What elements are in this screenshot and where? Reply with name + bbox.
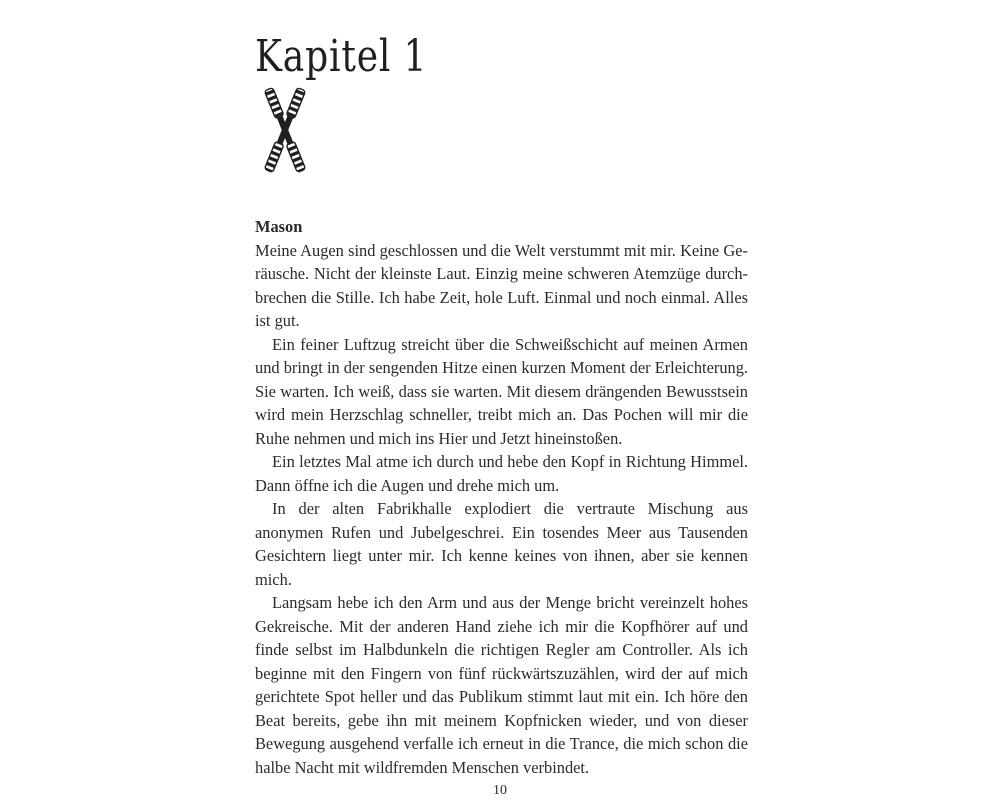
page-number: 10 <box>493 783 507 798</box>
chapter-title: Kapitel 1 <box>255 31 428 83</box>
paragraph: Langsam hebe ich den Arm und aus der Menge bricht vereinzelt hohes Gekreische. Mit der anderen Hand ziehe ich mir die Kopfhörer auf und finde selbst im Halbdunkeln die richtigen Regler am Controller. Als ich beginne mit den Fingern von fünf rückwärtszuzählen, wird der auf mich gerichtete Spot heller und das Publikum stimmt laut mit ein. Ich höre den Beat bereits, gebe ihn mit meinem Kopfnicken wieder, und von dieser Bewegung ausgehend verfalle ich erneut in die Trance, die mich schon die halbe Nacht mit wildfremden Menschen verbindet. <box>255 593 748 777</box>
paragraph: Meine Augen sind geschlossen und die Welt verstummt mit mir. Keine Geräusche. Nicht der kleinste Laut. Einzig meine schweren Atemzüge durchbrechen die Stille. Ich habe Zeit, hole Luft. Einmal und noch einmal. Alles ist gut. <box>255 240 748 330</box>
crossed-drumsticks-icon <box>255 85 315 175</box>
chapter-body <box>255 215 748 779</box>
paragraph: Ein feiner Luftzug streicht über die Schweißschicht auf meinen Armen und bringt in der sengenden Hitze einen kurzen Moment der Erleichterung. Sie warten. Ich weiß, dass sie warten. Mit diesem drängenden Bewusstsein wird mein Herzschlag schneller, treibt mich an. Das Pochen will mir die Ruhe nehmen und mich ins Hier und Jetzt hineinstoßen. <box>255 334 748 448</box>
paragraph: In der alten Fabrikhalle explodiert die vertraute Mischung aus anonymen Rufen und Jubelgeschrei. Ein tosendes Meer aus Tausenden Gesichtern liegt unter mir. Ich kenne keines von ihnen, aber sie kennen mich. <box>255 499 748 589</box>
speaker-name: Mason <box>255 217 303 236</box>
paragraph: Ein letztes Mal atme ich durch und hebe den Kopf in Richtung Himmel. Dann öffne ich die Augen und drehe mich um. <box>255 452 748 495</box>
